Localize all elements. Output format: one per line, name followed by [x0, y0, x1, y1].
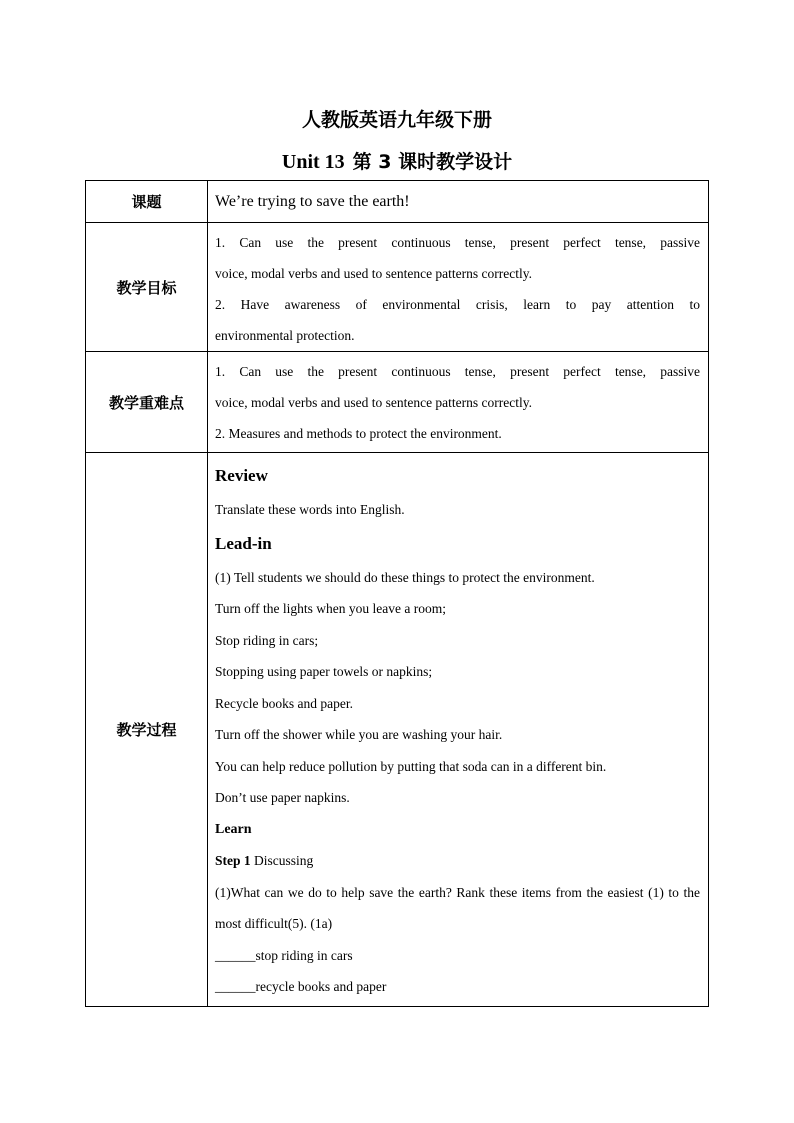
unit-label: Unit 13	[281, 151, 345, 173]
review-heading: Review	[215, 466, 268, 485]
leadin-line: Turn off the lights when you leave a room;	[215, 601, 446, 616]
topic-row	[86, 181, 709, 223]
goal-2-line-1: 2. Have awareness of environmental crisis, learn to pay attention to	[215, 297, 700, 312]
rank-item: ______recycle books and paper	[215, 979, 387, 994]
key-2: 2. Measures and methods to protect the environment.	[215, 426, 502, 441]
goals-content	[208, 223, 709, 352]
topic-value: We’re trying to save the earth!	[208, 181, 709, 223]
leadin-line: (1) Tell students we should do these things to protect the environment.	[215, 569, 595, 585]
step-1-title: Discussing	[254, 853, 314, 868]
key-points-content	[208, 352, 709, 453]
leadin-line: Turn off the shower while you are washing your hair.	[215, 727, 503, 742]
leadin-line: Stopping using paper towels or napkins;	[215, 664, 433, 679]
key-1-line-1: 1. Can use the present continuous tense, present perfect tense, passive	[215, 364, 700, 379]
learn-heading: Learn	[215, 821, 252, 837]
lesson-subtitle	[0, 147, 794, 174]
lesson-plan-table	[85, 180, 709, 1007]
lesson-label: 第 3 课时教学设计	[352, 151, 513, 173]
topic-label: 课题	[86, 181, 208, 223]
key-points-row	[86, 352, 709, 453]
goal-1-line-2: voice, modal verbs and used to sentence patterns correctly.	[215, 266, 533, 281]
step-1-question-line-2: most difficult(5). (1a)	[215, 916, 333, 931]
leadin-heading: Lead-in	[215, 533, 272, 553]
process-row	[86, 453, 709, 1007]
step-1-question-line-1: (1)What can we do to help save the earth? Rank these items from the easiest (1) to the	[215, 884, 700, 900]
key-1-line-2: voice, modal verbs and used to sentence patterns correctly.	[215, 395, 533, 410]
rank-item: ______stop riding in cars	[215, 947, 353, 963]
step-1-label: Step 1	[215, 853, 251, 868]
step-1-heading	[215, 845, 700, 877]
leadin-line: Stop riding in cars;	[215, 632, 319, 648]
process-content	[208, 453, 709, 1007]
review-text: Translate these words into English.	[215, 502, 405, 517]
goals-label: 教学目标	[86, 223, 208, 352]
key-points-label: 教学重难点	[86, 352, 208, 453]
document-title: 人教版英语九年级下册	[301, 109, 492, 131]
leadin-line: You can help reduce pollution by putting that soda can in a different bin.	[215, 758, 607, 774]
goal-1-line-1: 1. Can use the present continuous tense, present perfect tense, passive	[215, 235, 700, 250]
leadin-line: Don’t use paper napkins.	[215, 790, 350, 805]
goals-row	[86, 223, 709, 352]
leadin-line: Recycle books and paper.	[215, 695, 353, 711]
process-label: 教学过程	[86, 453, 208, 1007]
goal-2-line-2: environmental protection.	[215, 328, 355, 343]
